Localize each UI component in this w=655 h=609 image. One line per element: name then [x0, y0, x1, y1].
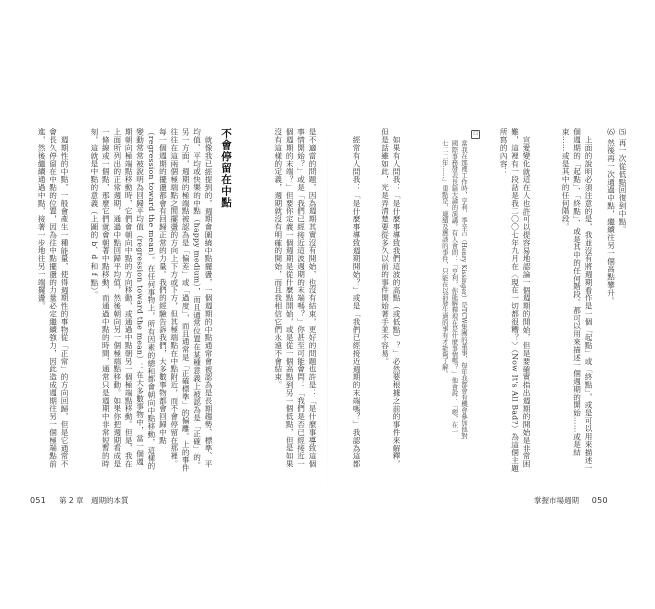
- right-page: [338, 128, 628, 473]
- running-head-right: 掌握市場週期: [534, 496, 579, 505]
- body-paragraph-2: 宣愛變化就這在人也許可以提容易地認論一個週期的開始，但是要確實指出週期的開始是非常困難，這裡有一段話是我二〇〇七年九月在〈現在一切都很糟？〉（Now It's All Bad?）為這個主題所寫的內容：: [499, 128, 531, 473]
- page-gutter: [327, 110, 328, 510]
- list-item: [602, 128, 628, 473]
- body-paragraph-5: 是不適當的問題，因為週期其實沒有開始，也沒有結束，更好的問題也許是：「是什麼事導致這個事情開始？」或是「我們已經接近這波週期的末端嗎？」你甚至可能會問：「我們是否已經接近一個週期的末端？」但要你定義一個週期是從什麼點開始，或是從一個高點到另一個低點，但是如果沒有這樣的定義，週期就沒有明確的開始，而且我相信它們永遠不會結束。: [273, 128, 317, 468]
- right-footer: [534, 495, 608, 506]
- body-paragraph-4: 經常有人問我：「是什麼事導致週期開始？」或是「我們已經接近週期的末端嗎？」我認為這都: [352, 135, 361, 468]
- section-heading: 不會停留在中點: [220, 128, 232, 209]
- left-page: [28, 128, 318, 473]
- body-paragraph-3: 如果有人問我：「是什麼事導致我們這波的高點（或低點）？」必然要根據之前的事件來解釋，但是話雖如此，光是弄清楚要從多久以前的事件開始著手並不容易。: [380, 128, 401, 468]
- body-paragraph-7: 週期性的中點，一般會產生一種能量，使得週期性的事物從「正常」的方向回歸，但是它通常不會長久停留在中點的位置，因為往中點擺盪的力量必定繼續強力，因此造成週期往另一個極端點前進，然後繼續通過中點，接著一步地往另一端擺盪。: [37, 128, 69, 468]
- block-quote: 當我在那裡工作時，亨利．季辛吉（Henry Kissinger）是TCW集團的董事，每年我都會有機會參加他對國際事務發表長篇大論的演講。有人會問：「亨利，你能解釋現在是什麼事情嗎？」他會說：「嗯，在一七二二年……」重點是，連續及應該的事件，只能在以前發生過的事有才能夠了解。: [440, 140, 468, 439]
- body-paragraph-6: 就像我已經提到的，週期會圍繞中點擺盪，一個週期的中點通常會被認為是長期趨勢、標準、平均值、平均或快樂的中點（happy medium），而且通常位置在某種意義上被認為是「正確」的。另一方面，週期的極端點被認為是「偏差」或「過度」，而且通常是「正確標準」的偏離。上的事件往往在這兩個極端點之間擺盪的方向上下方或下方，但其極端點在中點附近，而不會停留在那裡。每一個週期的擺盪都會有回歸正常的力量。我們的經驗告訴我們，大多數事物都會回歸中點（regression toward the mean）。在任何事物上，所有因素的總和都會朝向中點移動，這樣的變動常常被說明為回歸平均值（regression toward the mean）：在大多數事物中，當一個週期朝向極端點移動時，它們會朝向中點的方向移動，或通過中點朝另一個極端點移動。但是，我在上面所列出的正常週期，通過中點回歸平均值，然後朝向另一個極端點移動。如果你把週期看成是一條線或一個點，那麼它們就會朝著中點移動，而通過中點的時間，通常只是週期中非常短暫的時刻，這就是中點的意義（上圖的 b、d 和 f 點）。: [89, 128, 213, 472]
- running-head-left: 第 2 章 週期的本質: [58, 496, 129, 505]
- body-paragraph-1: 上面的說明必須注意的是，我並沒有將週期看作是一個「起點」或「終點」，或是可以用來描述一個週期的「起點」、「終點」、或是其中的任何階段。都可以用來描述一個週期的開始……或是結束……或是其中的任何階段。: [561, 128, 593, 472]
- quote-icon: 口: [472, 131, 478, 137]
- list-item-5: ⑸ 再一次從低點回復到中點。: [618, 128, 627, 234]
- list-item-6: ⑹ 然後再一次通過中點，繼續往另一個高點攀升。: [606, 128, 616, 305]
- left-footer: [30, 495, 129, 506]
- page-number-right: 050: [591, 496, 608, 505]
- page-number-left: 051: [30, 496, 47, 505]
